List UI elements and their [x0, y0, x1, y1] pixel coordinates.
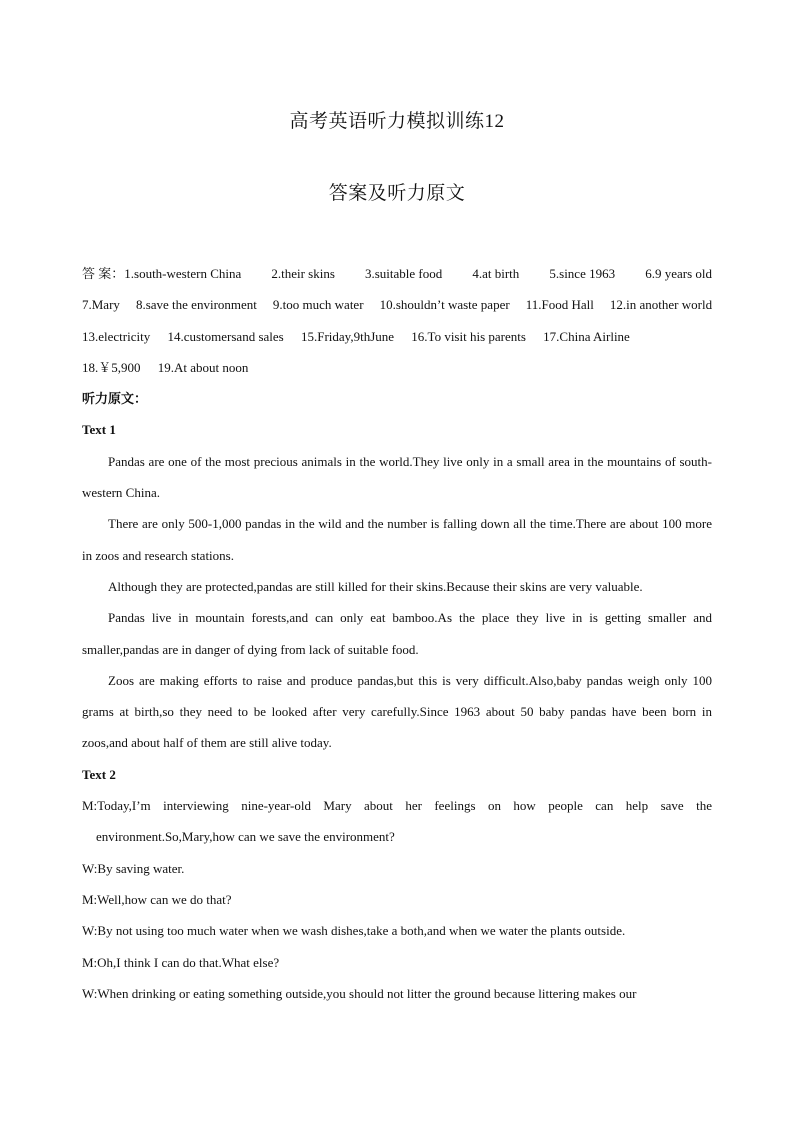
answer-item: 9.too much water	[272, 297, 364, 313]
answer-item: 16.To visit his parents	[411, 328, 526, 344]
answer-item: 5.since 1963	[549, 266, 616, 281]
text1-heading: Text 1	[82, 422, 116, 438]
answer-item: 19.At about noon	[157, 359, 249, 375]
answer-line	[82, 289, 712, 320]
answer-item: 14.customersand sales	[167, 328, 284, 344]
text1-paragraph: Pandas are one of the most precious animals in the world.They live only in a small area in the mountains of south-western China.	[82, 453, 712, 501]
text2-heading: Text 2	[82, 766, 116, 782]
answer-item: 12.in another world	[609, 297, 713, 313]
answer-item: 4.at birth	[472, 266, 520, 281]
answer-line	[82, 321, 712, 352]
answer-line	[82, 352, 712, 383]
text1-paragraph: There are only 500-1,000 pandas in the wild and the number is falling down all the time.There are about 100 more in zoos and research stations.	[82, 516, 712, 563]
answer-item: 6.9 years old	[645, 266, 712, 281]
document-body	[82, 258, 712, 1009]
page-title: 高考英语听力模拟训练12	[289, 111, 505, 132]
answer-line	[82, 258, 712, 289]
dialogue-line: M:Oh,I think I can do that.What else?	[82, 954, 280, 970]
page-subtitle: 答案及听力原文	[328, 183, 466, 204]
dialogue-line: W:By saving water.	[82, 860, 185, 876]
answer-item: 3.suitable food	[365, 266, 443, 281]
answer-item: 15.Friday,9thJune	[300, 328, 395, 344]
answer-item: 7.Mary	[82, 297, 120, 313]
answer-item: 18.￥5,900	[82, 359, 141, 375]
dialogue-line: W:When drinking or eating something outside,you should not litter the ground because littering makes our	[82, 985, 637, 1001]
text1-paragraph: Zoos are making efforts to raise and produce pandas,but this is very difficult.Also,baby pandas weigh only 100 grams at birth,so they need to be looked after very carefully.Since 1963 about 50 baby pandas have been born in zoos,and about half of them are still alive today.	[82, 672, 712, 751]
answer-item: 2.their skins	[271, 266, 335, 281]
transcript-label: 听力原文：	[82, 391, 148, 407]
dialogue-line: W:By not using too much water when we wash dishes,take a both,and when we water the plants outside.	[82, 923, 626, 939]
answer-item: 1.south-western China	[124, 266, 242, 281]
answer-item: 11.Food Hall	[525, 297, 594, 313]
dialogue-line: M:Well,how can we do that?	[82, 891, 232, 907]
text1-paragraph: Although they are protected,pandas are still killed for their skins.Because their skins are very valuable.	[108, 578, 643, 594]
answer-label: 答 案：	[82, 266, 125, 281]
answer-item: 8.save the environment	[135, 297, 257, 313]
answer-item: 13.electricity	[82, 328, 151, 344]
answer-item: 17.China Airline	[543, 328, 630, 344]
text1-paragraph: Pandas live in mountain forests,and can only eat bamboo.As the place they live in is getting smaller and smaller,pandas are in danger of dying from lack of suitable food.	[82, 610, 712, 657]
dialogue-line: M:Today,I’m interviewing nine-year-old Mary about her feelings on how people can help save the environment.So,Mary,how can we save the environment?	[82, 798, 712, 845]
answer-item: 10.shouldn’t waste paper	[379, 297, 510, 313]
